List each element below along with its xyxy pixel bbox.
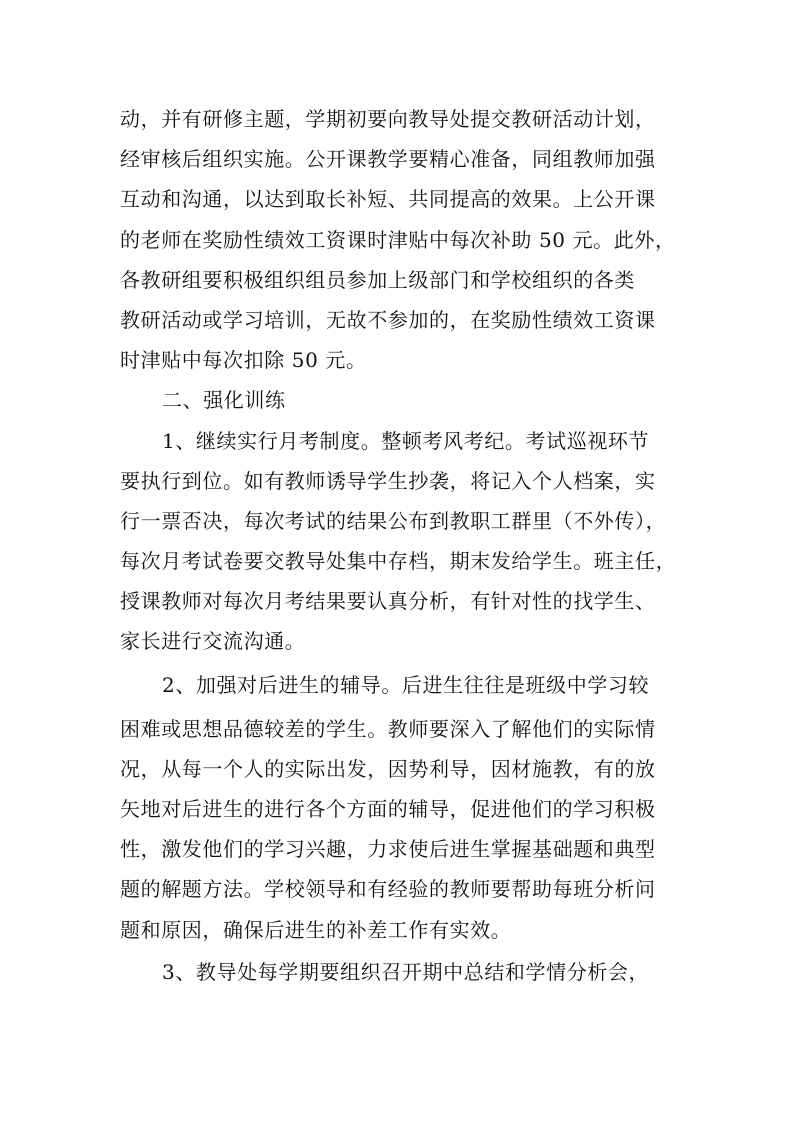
text-line: 2、加强对后进生的辅导。后进生往往是班级中学习较 — [162, 672, 650, 697]
text-line: 时津贴中每次扣除 50 元。 — [120, 348, 367, 373]
text-line: 互动和沟通，以达到取长补短、共同提高的效果。上公开课 — [120, 187, 656, 212]
text-line: 各教研组要积极组织组员参加上级部门和学校组织的各类 — [120, 267, 635, 292]
text-line: 动，并有研修主题，学期初要向教导处提交教研活动计划， — [120, 107, 656, 131]
text-line: 要执行到位。如有教师诱导学生抄袭，将记入个人档案，实 — [120, 468, 656, 493]
text-line: 困难或思想品德较差的学生。教师要深入了解他们的实际情 — [120, 716, 656, 741]
text-line: 教研活动或学习培训，无故不参加的，在奖励性绩效工资课 — [120, 307, 656, 332]
text-line: 况，从每一个人的实际出发，因势利导，因材施教，有的放 — [120, 756, 656, 781]
document-body — [120, 99, 680, 994]
text-line: 行一票否决，每次考试的结果公布到教职工群里（不外传）， — [120, 508, 667, 533]
text-line: 经审核后组织实施。公开课教学要精心准备，同组教师加强 — [120, 147, 656, 172]
text-line: 每次月考试卷要交教导处集中存档，期末发给学生。班主任， — [120, 549, 677, 574]
text-line: 3、教导处每学期要组织召开期中总结和学情分析会， — [162, 959, 650, 984]
text-line: 题和原因，确保后进生的补差工作有实效。 — [120, 917, 512, 942]
text-line: 家长进行交流沟通。 — [120, 629, 306, 654]
text-line: 性，激发他们的学习兴趣，力求使后进生掌握基础题和典型 — [120, 837, 656, 862]
section-heading: 二、强化训练 — [162, 388, 286, 413]
text-line: 授课教师对每次月考结果要认真分析，有针对性的找学生、 — [120, 589, 656, 614]
text-line: 题的解题方法。学校领导和有经验的教师要帮助每班分析问 — [120, 877, 656, 902]
text-line: 的老师在奖励性绩效工资课时津贴中每次补助 50 元。此外， — [120, 227, 676, 252]
text-line: 矢地对后进生的进行各个方面的辅导，促进他们的学习积极 — [120, 797, 656, 821]
text-line: 1、继续实行月考制度。整顿考风考纪。考试巡视环节 — [162, 428, 650, 453]
